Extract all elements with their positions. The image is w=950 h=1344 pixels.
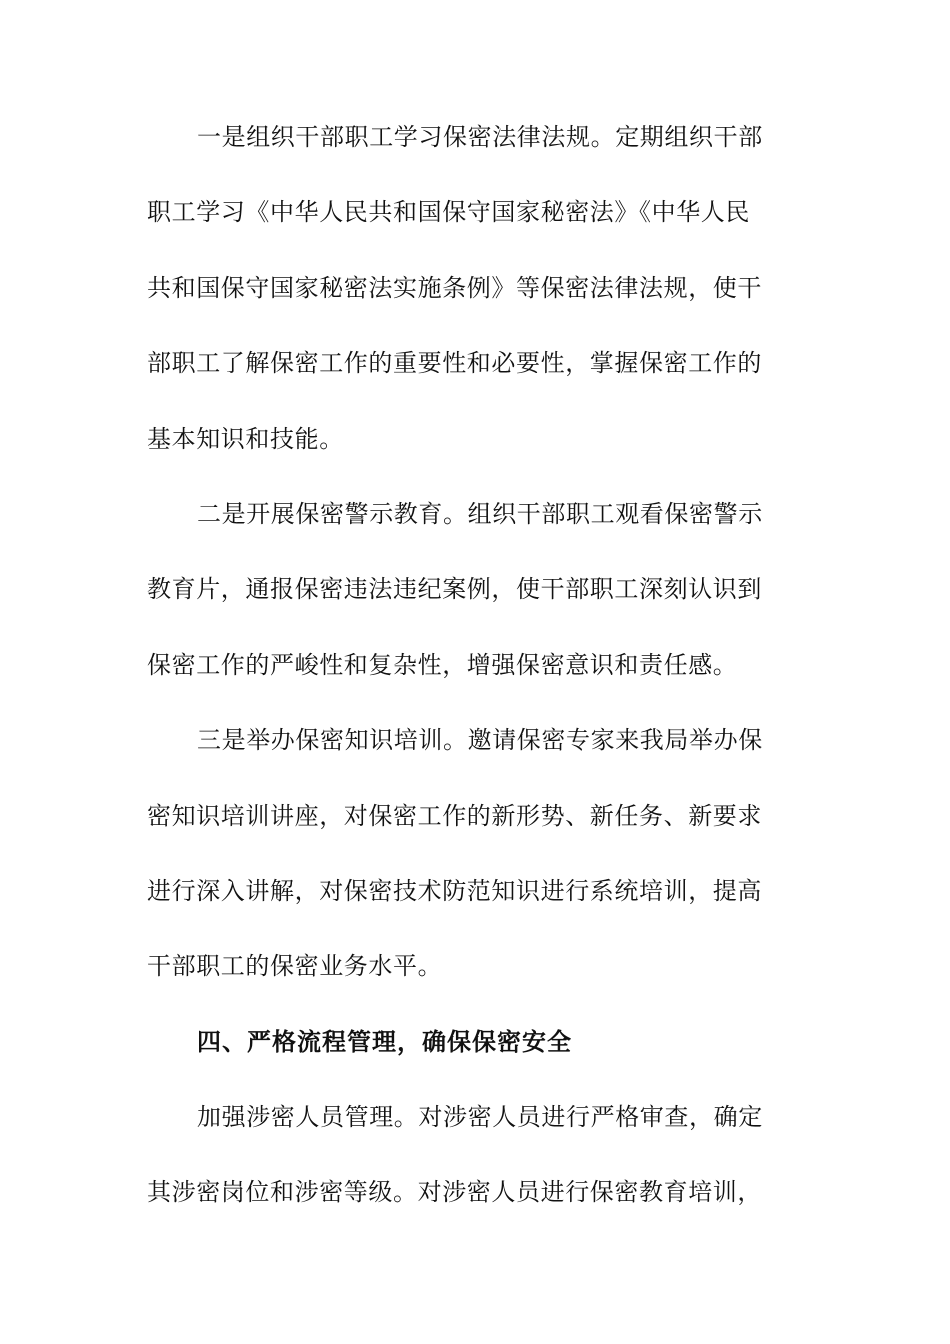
section-heading: 四、严格流程管理，确保保密安全: [197, 1027, 572, 1056]
text-line: 干部职工的保密业务水平。: [147, 952, 443, 981]
paragraph-3: [147, 703, 787, 1005]
text-line: 共和国保守国家秘密法实施条例》等保密法律法规，使干: [147, 273, 762, 302]
text-line: 保密工作的严峻性和复杂性，增强保密意识和责任感。: [147, 650, 738, 679]
document-body: [147, 100, 787, 1231]
text-line: 加强涉密人员管理。对涉密人员进行严格审查，确定: [197, 1103, 763, 1132]
text-line: 三是举办保密知识培训。邀请保密专家来我局举办保: [197, 726, 763, 755]
text-line: 其涉密岗位和涉密等级。对涉密人员进行保密教育培训，: [147, 1178, 762, 1207]
text-line: 职工学习《中华人民共和国保守国家秘密法》《中华人民: [147, 198, 750, 227]
paragraph-2: [147, 477, 787, 703]
paragraph-1: [147, 100, 787, 477]
paragraph-4: [147, 1080, 787, 1231]
text-line: 部职工了解保密工作的重要性和必要性，掌握保密工作的: [147, 349, 762, 378]
text-line: 进行深入讲解，对保密技术防范知识进行系统培训，提高: [147, 876, 762, 905]
text-line: 一是组织干部职工学习保密法律法规。定期组织干部: [197, 123, 763, 151]
text-line: 密知识培训讲座，对保密工作的新形势、新任务、新要求: [147, 801, 762, 830]
text-line: 二是开展保密警示教育。组织干部职工观看保密警示: [197, 499, 763, 528]
text-line: 基本知识和技能。: [147, 424, 344, 453]
text-line: 教育片，通报保密违法违纪案例，使干部职工深刻认识到: [147, 575, 762, 604]
